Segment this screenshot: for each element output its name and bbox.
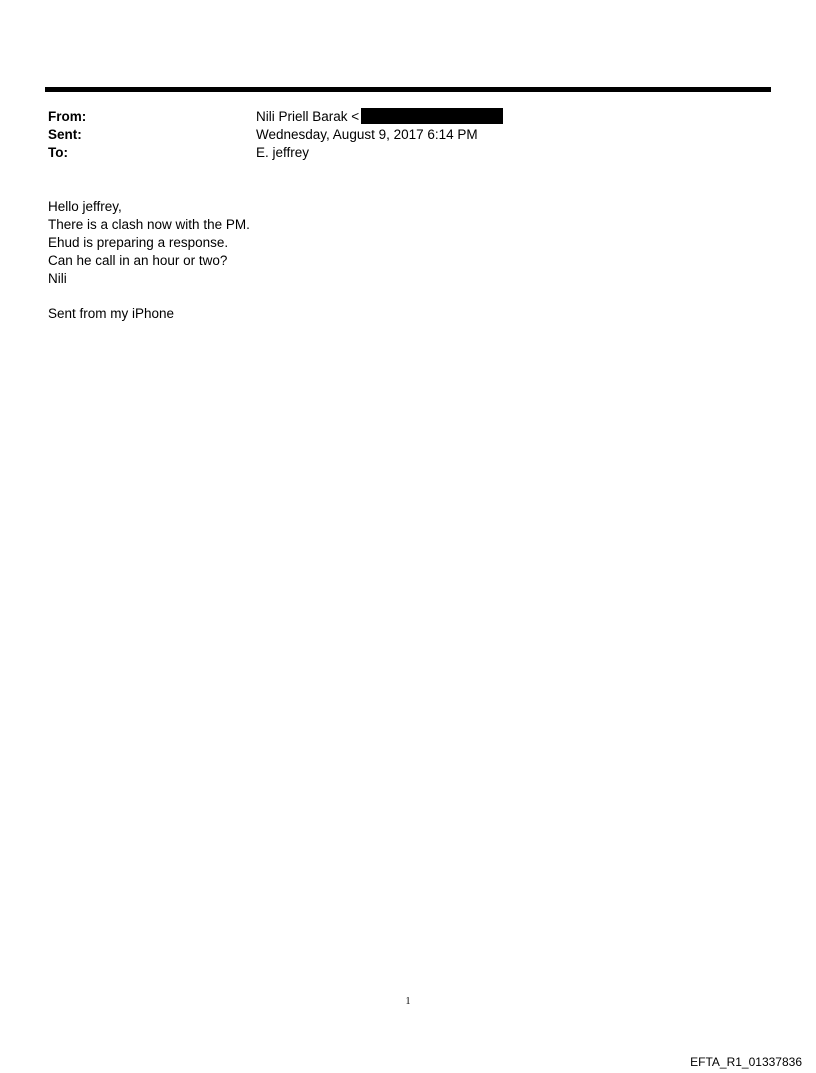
sent-value: Wednesday, August 9, 2017 6:14 PM (256, 127, 478, 142)
body-line: Hello jeffrey, (48, 199, 122, 214)
email-signature: Sent from my iPhone (48, 306, 175, 321)
body-line: Can he call in an hour or two? (48, 253, 228, 268)
to-label: To: (48, 145, 68, 160)
body-line: Nili (48, 271, 67, 286)
from-value (256, 108, 503, 126)
to-value: E. jeffrey (256, 145, 310, 160)
body-line: There is a clash now with the PM. (48, 217, 250, 232)
email-header (48, 108, 748, 162)
bates-number: EFTA_R1_01337836 (690, 1055, 802, 1069)
page-number: 1 (405, 996, 411, 1007)
redaction-box (361, 108, 503, 124)
sent-row (48, 126, 748, 144)
from-row (48, 108, 748, 126)
header-divider (45, 87, 771, 92)
from-label: From: (48, 109, 87, 124)
to-row (48, 144, 748, 162)
from-name: Nili Priell Barak < (256, 109, 360, 124)
body-line: Ehud is preparing a response. (48, 235, 229, 250)
sent-label: Sent: (48, 127, 82, 142)
email-body (48, 198, 250, 288)
